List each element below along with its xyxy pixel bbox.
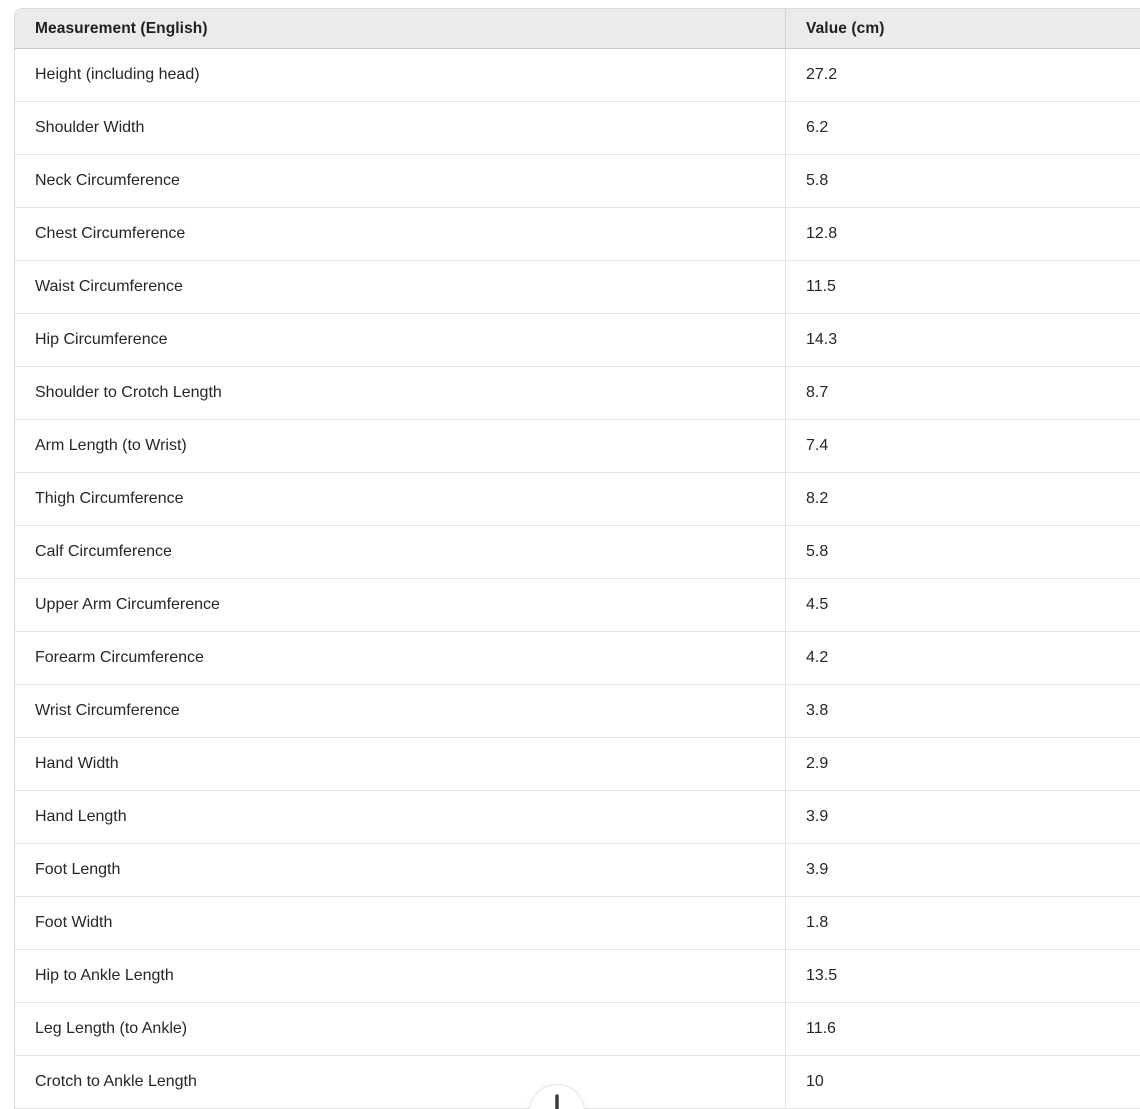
column-header-value: Value (cm) (785, 9, 1140, 48)
value-cell: 5.8 (785, 155, 1140, 207)
value-cell: 11.6 (785, 1003, 1140, 1055)
measurement-cell: Hip Circumference (35, 331, 168, 348)
value-cell: 8.7 (785, 367, 1140, 419)
measurement-cell: Shoulder to Crotch Length (35, 384, 222, 401)
measurement-cell: Upper Arm Circumference (35, 596, 220, 613)
value-cell: 4.5 (785, 579, 1140, 631)
table-row (15, 155, 1140, 208)
value-cell: 4.2 (785, 632, 1140, 684)
table-body (15, 49, 1140, 1109)
column-header-measurement: Measurement (English) (35, 19, 208, 37)
measurement-cell: Leg Length (to Ankle) (35, 1020, 188, 1037)
table-row (15, 420, 1140, 473)
table-row (15, 49, 1140, 102)
measurement-cell: Foot Width (35, 914, 113, 931)
value-cell: 3.8 (785, 685, 1140, 737)
measurement-cell: Forearm Circumference (35, 649, 204, 666)
measurement-cell: Hip to Ankle Length (35, 967, 174, 984)
table-row (15, 632, 1140, 685)
value-cell: 5.8 (785, 526, 1140, 578)
value-cell: 14.3 (785, 314, 1140, 366)
value-cell: 7.4 (785, 420, 1140, 472)
table-row (15, 685, 1140, 738)
measurement-cell: Wrist Circumference (35, 702, 180, 719)
value-cell: 3.9 (785, 791, 1140, 843)
down-arrow-icon (535, 1090, 579, 1109)
measurements-table (14, 8, 1140, 1109)
table-row (15, 261, 1140, 314)
table-row (15, 579, 1140, 632)
value-cell: 6.2 (785, 102, 1140, 154)
measurement-cell: Crotch to Ankle Length (35, 1073, 197, 1090)
table-row (15, 950, 1140, 1003)
measurement-cell: Neck Circumference (35, 172, 180, 189)
value-cell: 10 (785, 1056, 1140, 1108)
value-cell: 27.2 (785, 49, 1140, 101)
table-row (15, 738, 1140, 791)
measurement-cell: Calf Circumference (35, 543, 172, 560)
measurement-cell: Arm Length (to Wrist) (35, 437, 187, 454)
value-cell: 13.5 (785, 950, 1140, 1002)
table-row (15, 102, 1140, 155)
measurement-cell: Height (including head) (35, 66, 200, 83)
value-cell: 8.2 (785, 473, 1140, 525)
value-cell: 2.9 (785, 738, 1140, 790)
value-cell: 3.9 (785, 844, 1140, 896)
table-row (15, 897, 1140, 950)
table-row (15, 791, 1140, 844)
table-row (15, 314, 1140, 367)
measurement-cell: Hand Width (35, 755, 119, 772)
table-row (15, 844, 1140, 897)
table-row (15, 1003, 1140, 1056)
measurement-cell: Hand Length (35, 808, 127, 825)
value-cell: 11.5 (785, 261, 1140, 313)
table-header-row (15, 9, 1140, 49)
value-cell: 12.8 (785, 208, 1140, 260)
table-row (15, 367, 1140, 420)
table-row (15, 473, 1140, 526)
table-row (15, 526, 1140, 579)
measurement-cell: Thigh Circumference (35, 490, 184, 507)
measurement-cell: Foot Length (35, 861, 121, 878)
measurement-cell: Waist Circumference (35, 278, 183, 295)
measurement-cell: Shoulder Width (35, 119, 145, 136)
value-cell: 1.8 (785, 897, 1140, 949)
measurement-cell: Chest Circumference (35, 225, 186, 242)
table-row (15, 208, 1140, 261)
